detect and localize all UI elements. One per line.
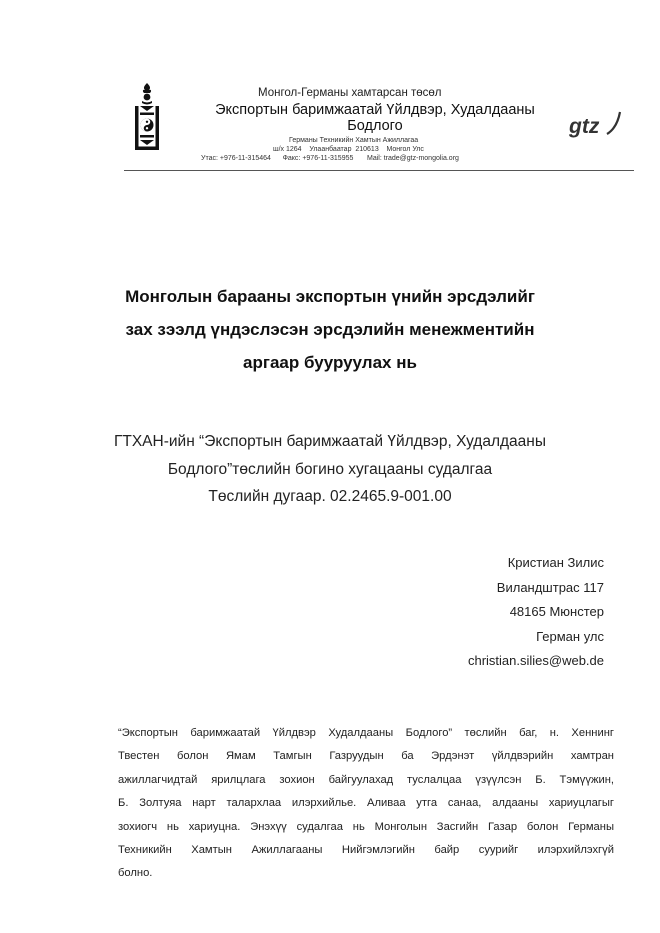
project-number: Төслийн дугаар. 02.2465.9-001.00 [208,488,452,505]
paragraph-line: ажиллагчидтай ярилцлага зохион байгуулахад туслалцаа үзүүлсэн Б. Тэмүүжин, [118,773,614,786]
gtz-logo-icon [566,104,626,144]
author-city: 48165 Мюнстер [509,604,604,619]
title-line: зах зээлд үндэслэсэн эрсдэлийн менежментийн [125,320,535,339]
title-line: Монголын барааны экспортын үнийн эрсдэлийг [125,287,535,306]
author-street: Виландштрас 117 [496,579,604,595]
project-name: Экспортын баримжаатай Үйлдвэр, Худалдааны Бодлого [215,102,535,134]
paragraph-line: болно. [118,867,153,880]
subtitle-line: ГТХАН-ийн “Экспортын баримжаатай Үйлдвэр, Худалдааны [113,433,546,450]
project-label: Монгол-Германы хамтарсан төсөл [258,87,442,99]
paragraph-line: Б. Золтуяа нарт талархлаа илэрхийлье. Аливаа утга санаа, алдааны хариуцлагыг [118,797,614,810]
author-country: Герман улс [536,628,604,644]
soyombo-emblem-icon [133,82,161,154]
paragraph-line: Техникийн Хамтын Ажиллагааны Нийгэмлэгийн байр суурийг илэрхийлэхгүй [118,844,614,857]
author-email: christian.silies@web.de [467,653,604,668]
header-divider [124,170,634,171]
document-subtitle [90,428,570,511]
paragraph-line: Твестен болон Ямам Тамгын Газруудын ба Эрдэнэт үйлдвэрийн хамтран [118,750,614,763]
gtz-logo-text: gtz [569,115,600,138]
paragraph-line: “Экспортын баримжаатай Үйлдвэр Худалдааны Бодлого” төслийн баг, н. Хеннинг [118,727,614,739]
contact-info: Утас: +976-11-315464 Факс: +976-11-315955 Mail: trade@gtz-mongolia.org [201,155,459,162]
subtitle-line: Бодлого”төслийн богино хугацааны судалгаа [167,460,493,478]
postal-address: ш/х 1264 Улаанбаатар 210613 Монгол Улс [273,146,424,153]
title-line: аргаар бууруулах нь [243,353,417,372]
document-title [100,280,560,379]
acknowledgement-paragraph [118,722,614,886]
paragraph-line: зохиогч нь хариуцна. Энэхүү судалгаа нь Монголын Засгийн Газар болон Германы [118,820,614,833]
author-name: Кристиан Зилис [507,555,604,570]
author-block [400,551,604,674]
organization-name: Германы Техникийн Хамтын Ажиллагаа [289,137,419,144]
